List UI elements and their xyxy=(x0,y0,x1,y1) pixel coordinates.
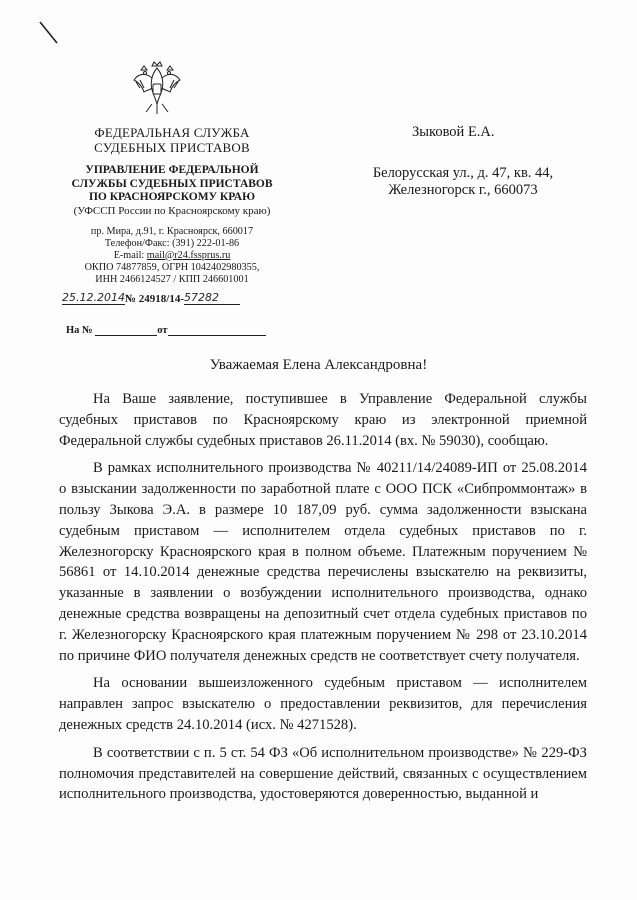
reference-date-label: от xyxy=(157,325,168,336)
sender-email-link[interactable]: mail@r24.fssprus.ru xyxy=(146,249,231,261)
agency-name xyxy=(52,125,292,155)
coat-of-arms-icon xyxy=(132,60,182,116)
outgoing-number-row xyxy=(62,291,240,305)
outgoing-number-suffix-handwritten: 57282 xyxy=(184,291,220,304)
reference-number-label: На № xyxy=(66,325,93,336)
sender-okpo-ogrn: ОКПО 74877859, ОГРН 1042402980355, xyxy=(84,261,260,273)
department-line-2: СЛУЖБЫ СУДЕБНЫХ ПРИСТАВОВ xyxy=(71,177,273,190)
body-paragraph-1: На Ваше заявление, поступившее в Управление Федеральной службы судебных приставов по Красноярскому краю из электронной приемной Федеральной службы судебных приставов 26.11.2014 (вх. № 59030), сообщаю. xyxy=(59,391,587,449)
department-name xyxy=(52,164,292,205)
body-paragraph-2: В рамках исполнительного производства № 40211/14/24089-ИП от 25.08.2014 о взыскании задолженности по заработной плате с ООО ПСК «Сибпроммонтаж» в пользу Зыкова Э.А. в размере 10 187,09 руб. сумма задолженности взыскана судебным приставом — исполнителем отдела судебных приставов по г. Железногорску Красноярского края в полном объеме. Платежным поручением № 56861 от 14.10.2014 денежные средства перечислены взыскателю на реквизиты, указанные в заявлении о возбуждении исполнительного производства, однако денежные средства возвращены на депозитный счет отдела судебных приставов по г. Железногорску Красноярского края платежным поручением № 298 от 23.10.2014 по причине ФИО получателя денежных средств не соответствует счету получателя. xyxy=(59,460,587,664)
recipient-address-line-1: Белорусская ул., д. 47, кв. 44, xyxy=(372,165,554,181)
scan-corner-mark xyxy=(38,20,60,46)
outgoing-date-field xyxy=(62,291,125,305)
department-short-name: (УФССП России по Красноярскому краю) xyxy=(73,204,271,217)
reference-row xyxy=(66,325,266,336)
reference-date-blank xyxy=(168,325,266,336)
outgoing-number: № 24918/14- xyxy=(124,293,185,305)
body-paragraph-3: На основании вышеизложенного судебным приставом — исполнителем направлен запрос взыскателю о предоставлении реквизитов, для перечисления денежных средств 24.10.2014 (исх. № 4271528). xyxy=(59,675,587,733)
outgoing-date-handwritten: 25.12.2014 xyxy=(62,291,125,304)
sender-email-row xyxy=(52,250,292,262)
agency-line-2: СУДЕБНЫХ ПРИСТАВОВ xyxy=(94,140,250,155)
sender-block xyxy=(52,125,292,286)
recipient-address xyxy=(368,165,558,199)
agency-line-1: ФЕДЕРАЛЬНАЯ СЛУЖБА xyxy=(94,125,250,140)
outgoing-number-suffix-field xyxy=(184,291,240,305)
department-line-1: УПРАВЛЕНИЕ ФЕДЕРАЛЬНОЙ xyxy=(85,164,259,176)
sender-address: пр. Мира, д.91, г. Красноярск, 660017 xyxy=(90,225,254,237)
body-paragraph-4: В соответствии с п. 5 ст. 54 ФЗ «Об исполнительном производстве» № 229-ФЗ полномочия представителей на совершение действий, связанных с осуществлением исполнительного производства, удостоверяются доверенностью, выданной и xyxy=(59,744,587,803)
sender-contacts xyxy=(52,226,292,286)
sender-inn-kpp: ИНН 2466124527 / КПП 246601001 xyxy=(95,273,249,285)
reference-number-blank xyxy=(95,325,157,336)
department-line-3: ПО КРАСНОЯРСКОМУ КРАЮ xyxy=(88,191,256,203)
sender-phone: Телефон/Факс: (391) 222-01-86 xyxy=(104,237,240,249)
salutation: Уважаемая Елена Александровна! xyxy=(209,357,428,373)
recipient-address-line-2: Железногорск г., 660073 xyxy=(388,182,538,198)
email-label: E-mail: xyxy=(113,249,145,261)
recipient-name: Зыковой Е.А. xyxy=(412,124,495,140)
letter-body xyxy=(59,389,587,812)
